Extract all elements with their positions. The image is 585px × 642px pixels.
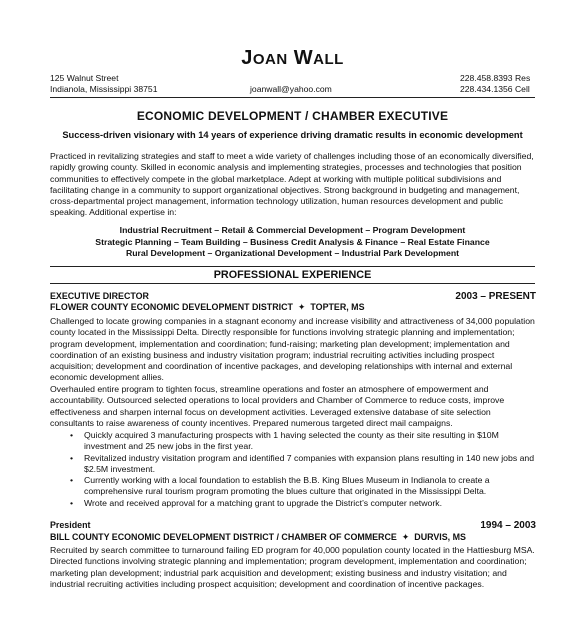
list-item: • Revitalized industry visitation program and identified 7 companies with expansion plans resulting in 140 new jobs and $2.5M investment. (70, 452, 535, 474)
job1-org-row (50, 302, 536, 313)
bullet-icon: • (70, 475, 74, 486)
diamond-icon: ✦ (295, 302, 308, 312)
mailing-address (50, 73, 158, 95)
address-street: 125 Walnut Street (50, 73, 119, 83)
list-item: • Wrote and received approval for a matching grant to upgrade the District’s computer network. (70, 497, 442, 508)
bullet-icon: • (70, 452, 74, 463)
job1-role: EXECUTIVE DIRECTOR (50, 291, 149, 301)
job1-location: TOPTER, MS (310, 302, 365, 312)
keywords-line-1: Industrial Recruitment – Retail & Commercial Development – Program Development (119, 225, 466, 235)
job2-role-row (50, 520, 536, 531)
bullet-icon: • (70, 497, 74, 508)
phone-residence: 228.458.8393 Res (460, 73, 531, 83)
list-item: • Quickly acquired 3 manufacturing prospects with 1 having selected the county as their site resulting in $10M investment and 25 new jobs in the first year. (70, 430, 499, 452)
job1-accomplishments-intro: Overhauled entire program to tighten focus, streamline operations and foster an atmosphere of empowerment and accountability. Outsourced selected operations to local providers and Chamber of Commerce to reduce costs, improve effectiveness and sharpen internal focus on development activities. Leveraged extensive database of site selection consultants to raise awareness of county incentives. Prepared numerous targeted direct mail campaigns. (50, 384, 505, 428)
keywords-line-3: Rural Development – Organizational Development – Industrial Park Development (125, 248, 460, 258)
job2-location: DURVIS, MS (414, 532, 466, 542)
header-divider (50, 97, 535, 98)
job2-org: BILL COUNTY ECONOMIC DEVELOPMENT DISTRICT / CHAMBER OF COMMERCE (50, 532, 397, 542)
job1-bullet-list (50, 430, 536, 509)
list-item: • Currently working with a local foundation to establish the B.B. King Blues Museum in Indianola to create a comprehensive rural tourism program promoting the blues culture that originated in the Mississippi Delta. (70, 475, 490, 497)
job1-description: Challenged to locate growing companies in a stagnant economy and increase visibility and attractiveness of 34,000 population county located in the Mississippi Delta. Directly responsible for functions involving strategic planning and implementation; program development, implementation and coordination; fund-raising; marketing plan development; implementation and coordination of an existing business and industry visitation program; industrial recruiting activities including prospect acquisition; development and coordination of incentive packages, and developing relationships with internal and external economic development allies. (50, 316, 535, 383)
phone-cell: 228.434.1356 Cell (460, 84, 530, 94)
email-address: joanwall@yahoo.com (250, 84, 332, 94)
address-city: Indianola, Mississippi 38751 (50, 84, 158, 94)
experience-divider-bottom (50, 283, 535, 284)
job1-dates: 2003 – PRESENT (455, 291, 536, 302)
phone-numbers (460, 73, 530, 95)
job1-role-row (50, 291, 536, 302)
job2-org-row (50, 532, 536, 543)
summary-paragraph: Practiced in revitalizing strategies and staff to meet a wide variety of challenges including those of an economically diversified, rapidly growing county. Skilled in economic analysis and implementing strategies, processes and technologies that position communities to effectively compete in the global marketplace. Adept at working with multiple political subdivisions and facilitating change in a community to support organizational objectives. Strong background in budgeting and management, cross-departmental project management, information technology utilization, human resources development and public speaking. Additional expertise in: (50, 151, 534, 218)
job2-description: Recruited by search committee to turnaround failing ED program for 40,000 population county located in the Hattiesburg MSA. Directed functions involving strategic planning and implementation; program development, implementation and coordination; marketing plan development; industrial park acquisition and development; existing business and industry visitation; and industrial recruiting activities including prospect acquisition; development and coordination of incentive packages. (50, 545, 535, 589)
job2-dates: 1994 – 2003 (480, 520, 536, 531)
experience-divider-top (50, 266, 535, 267)
job2-role: President (50, 520, 91, 530)
objective-title: ECONOMIC DEVELOPMENT / CHAMBER EXECUTIVE (136, 109, 449, 123)
job1-org: FLOWER COUNTY ECONOMIC DEVELOPMENT DISTRICT (50, 302, 293, 312)
diamond-icon: ✦ (399, 532, 412, 542)
bullet-icon: • (70, 430, 74, 440)
keywords-line-2: Strategic Planning – Team Building – Business Credit Analysis & Finance – Real Estate Finance (95, 237, 490, 247)
experience-section-title: PROFESSIONAL EXPERIENCE (213, 269, 372, 281)
candidate-name: JOAN WALL (241, 47, 344, 69)
objective-tagline: Success-driven visionary with 14 years of experience driving dramatic results in economic development (62, 130, 523, 140)
